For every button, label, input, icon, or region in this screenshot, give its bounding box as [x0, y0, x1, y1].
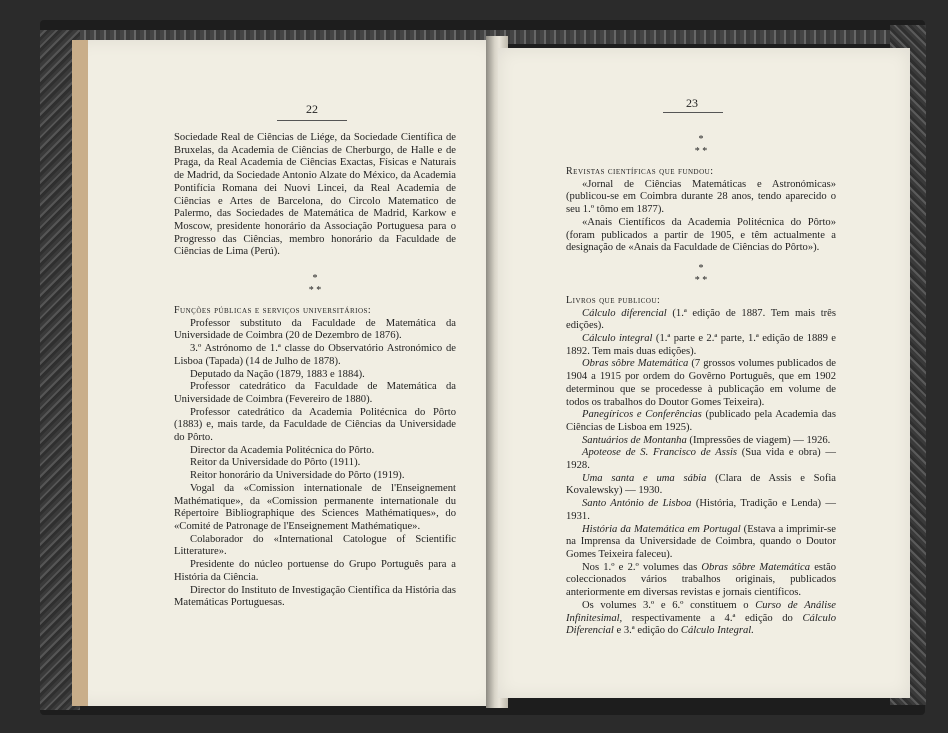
book-entry: Cálculo integral (1.ª parte e 2.ª parte, 1.ª edição de 1889 e 1892. Tem mais duas edições). — [566, 333, 836, 357]
list-item: Vogal da «Comission internationale de l'Enseignement Mathématique», da «Comission permanente internationale du Répertoire Bibliographique des Sciences Mathématiques», do «Comité de Patronage de l'Enseignement Mathématique». — [174, 482, 456, 532]
section-title-journals: Revistas científicas que fundou: — [566, 166, 714, 177]
separator-stars: * * * — [308, 273, 322, 297]
left-page — [72, 40, 498, 706]
list-item: Colaborador do «International Catologue of Scientific Litterature». — [174, 533, 456, 558]
list-item: Deputado da Nação (1879, 1883 e 1884). — [190, 368, 365, 380]
right-page-number: 23 — [686, 96, 698, 110]
list-item: Professor substituto da Faculdade de Matemática da Universidade de Coimbra (20 de Dezembro de 1876). — [174, 317, 456, 342]
list-item: Reitor da Universidade do Pôrto (1911). — [190, 457, 361, 469]
separator-stars: * * * — [694, 134, 708, 157]
left-page-number-rule — [277, 120, 347, 121]
list-item: Reitor honorário da Universidade do Pôrto (1919). — [190, 470, 405, 482]
left-page-edge-tint — [72, 40, 88, 706]
book-entry: Santuários de Montanha (Impressões de viagem) — 1926. — [582, 434, 831, 446]
functions-list — [174, 318, 456, 610]
section-title-functions: Funções públicas e serviços universitários: — [174, 305, 372, 317]
right-page-number-rule — [663, 112, 723, 113]
book-entry: História da Matemática em Portugal (Estava a imprimir-se na Imprensa da Universidade de Coimbra, quando o Doutor Gomes Teixeira faleceu). — [566, 523, 836, 560]
intro-paragraph: Sociedade Real de Ciências de Liége, da Sociedade Científica de Bruxelas, da Academia de Ciências de Cherburgo, de Halle e de Praga, da Real Academia de Ciências Exactas, Físicas e Naturais de Madrid, da Sociedade Antonio Alzate do México, da Academia Pontifícia Romana dei Nuovi Lincei, da Real Academia de Ciências e Artes de Barcelona, do Circolo Matematico de Palermo, das Sociedades de Matemática de Madrid, Karkow e Moscow, presidente honorário da Associação Portuguesa para o Progresso das Ciências, membro honorário da Faculdade de Ciências de Lima (Perú). — [174, 132, 456, 258]
list-item: Director do Instituto de Investigação Científica da História das Matemáticas Portuguesas. — [174, 584, 456, 609]
list-item: 3.º Astrónomo de 1.ª classe do Observatório Astronómico de Lisboa (Tapada) (14 de Julho de 1878). — [174, 343, 456, 367]
separator-stars: * * * — [694, 262, 708, 286]
list-item: «Anais Científicos da Academia Politécnica do Pôrto» (foram publicados a partir de 1905, e têm actualmente a designação de «Anais da Faculdade de Ciências do Pôrto»). — [566, 216, 836, 254]
list-item: Professor catedrático da Faculdade de Matemática da Universidade de Coimbra (Fevereiro de 1880). — [174, 381, 456, 405]
list-item: Presidente do núcleo portuense do Grupo Português para a História da Ciência. — [174, 559, 456, 583]
book-entry: Panegíricos e Conferências (publicado pela Academia das Ciências de Lisboa em 1925). — [566, 409, 836, 433]
book-entry: Uma santa e uma sábia (Clara de Assis e Sofia Kovalewsky) — 1930. — [566, 472, 836, 497]
left-page-number: 22 — [306, 102, 318, 116]
note-paragraph: Os volumes 3.º e 6.º constituem o Curso de Análise Infinitesimal, respectivamente a 4.ª edição do Cálculo Diferencial e 3.ª edição do Cálculo Integral. — [566, 599, 836, 637]
book-entry: Santo António de Lisboa (História, Tradição e Lenda) — 1931. — [566, 498, 836, 522]
note-paragraph: Nos 1.º e 2.º volumes das Obras sôbre Matemática estão coleccionados vários trabalhos originais, publicados anteriormente em diversas revistas e jornais científicos. — [566, 561, 836, 599]
left-page-body — [174, 132, 456, 610]
list-item: Professor catedrático da Academia Politécnica do Pôrto (1883) e, mais tarde, da Faculdade de Ciências da Universidade do Pôrto. — [174, 406, 456, 444]
section-title-books: Livros que publicou: — [566, 294, 661, 306]
right-page-body — [566, 134, 836, 638]
list-item: Director da Academia Politécnica do Pôrto. — [190, 444, 375, 456]
book-entry: Obras sôbre Matemática (7 grossos volumes publicados de 1904 a 1915 por ordem do Govêrno Português, que em 1902 determinou que se procedesse à publicação em volume de todos os trabalhos do Doutor Gomes Teixeira). — [566, 358, 836, 408]
list-item: «Jornal de Ciências Matemáticas e Astronómicas» (publicou-se em Coimbra durante 28 anos, tendo aparecido o seu 1.º tômo em 1877). — [566, 178, 836, 216]
book-entry: Cálculo diferencial (1.ª edição de 1887. Tem mais três edições). — [566, 307, 836, 332]
right-page — [498, 48, 910, 698]
book-entry: Apoteose de S. Francisco de Assis (Sua vida e obra) — 1928. — [566, 447, 837, 472]
